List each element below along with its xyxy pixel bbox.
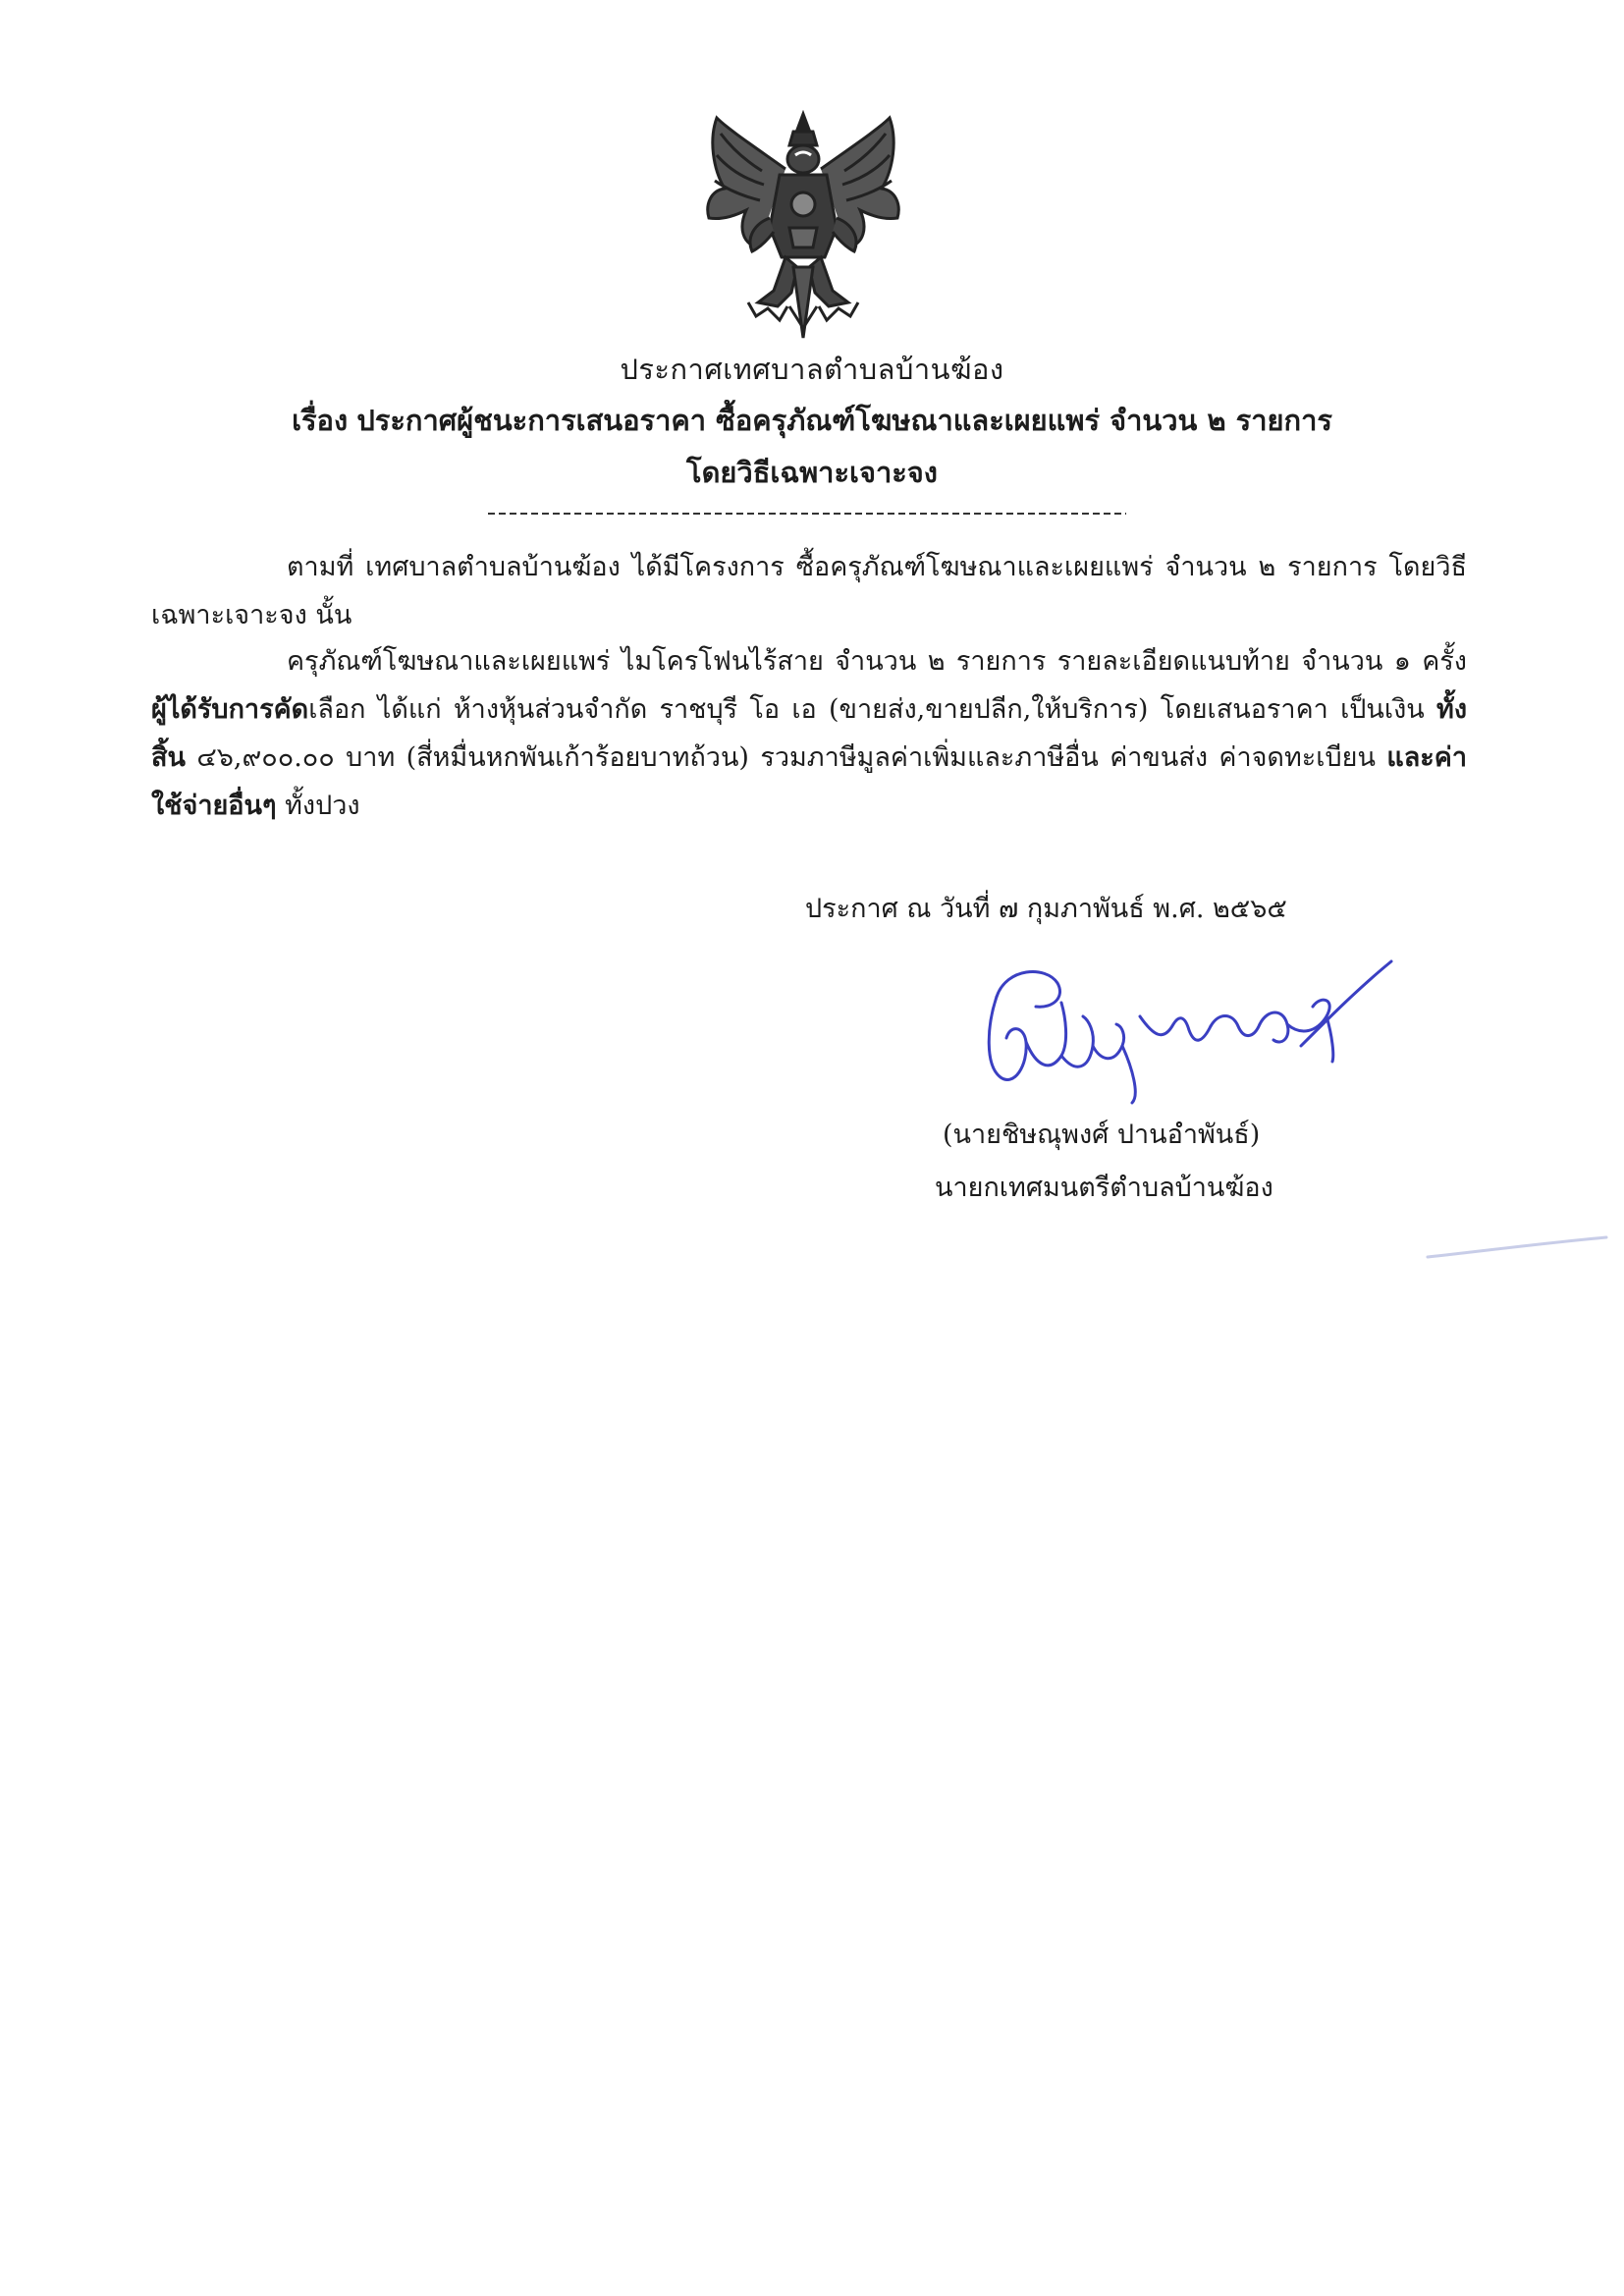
- paragraph-2-vendor: เลือก ได้แก่ ห้างหุ้นส่วนจำกัด ราชบุรี โอ เอ (ขายส่ง,ขายปลีก,ให้บริการ) โดยเสนอราคา เป็นเงิน: [308, 694, 1425, 725]
- subject-label: เรื่อง: [292, 404, 349, 437]
- procurement-method: โดยวิธีเฉพาะเจาะจง: [686, 456, 938, 489]
- org-title: ประกาศเทศบาลตำบลบ้านฆ้อง: [620, 353, 1004, 386]
- signer-position: นายกเทศมนตรีตำบลบ้านฆ้อง: [935, 1173, 1273, 1203]
- scan-artifact-stroke: [1424, 1233, 1610, 1263]
- paragraph-2: [151, 637, 1467, 830]
- dashed-separator: [488, 513, 1126, 515]
- paragraph-1: [151, 543, 1467, 639]
- subject-text: ประกาศผู้ชนะการเสนอราคา ซื้อครุภัณฑ์โฆษณาและเผยแพร่ จำนวน ๒ รายการ: [356, 404, 1332, 437]
- garuda-emblem-icon: [699, 110, 907, 344]
- paragraph-2-amount: ๔๖,๙๐๐.๐๐ บาท (สี่หมื่นหกพันเก้าร้อยบาทถ้วน) รวมภาษีมูลค่าเพิ่มและภาษีอื่น ค่าขนส่ง ค่าจดทะเบียน: [196, 742, 1376, 773]
- announcement-date: ประกาศ ณ วันที่ ๗ กุมภาพันธ์ พ.ศ. ๒๕๖๕: [805, 894, 1287, 924]
- signature-icon: [967, 948, 1399, 1105]
- paragraph-2-selected-label: ผู้ได้รับการคัด: [151, 694, 309, 725]
- paragraph-2-ending: ทั้งปวง: [285, 791, 360, 821]
- paragraph-2-other-expenses: และค่าใช้จ่ายอื่นๆ: [151, 742, 1467, 821]
- paragraph-2-total-label: ทั้งสิ้น: [151, 694, 1467, 773]
- signer-name: (นายชิษณุพงศ์ ปานอำพันธ์): [943, 1120, 1261, 1150]
- subject-line: [147, 398, 1477, 443]
- paragraph-2-items: ครุภัณฑ์โฆษณาและเผยแพร่ ไมโครโฟนไร้สาย จำนวน ๒ รายการ รายละเอียดแนบท้าย จำนวน ๑ ครั้ง: [287, 646, 1467, 677]
- paragraph-1-text: ตามที่ เทศบาลตำบลบ้านฆ้อง ได้มีโครงการ ซื้อครุภัณฑ์โฆษณาและเผยแพร่ จำนวน ๒ รายการ โดยวิธีเฉพาะเจาะจง นั้น: [151, 552, 1467, 630]
